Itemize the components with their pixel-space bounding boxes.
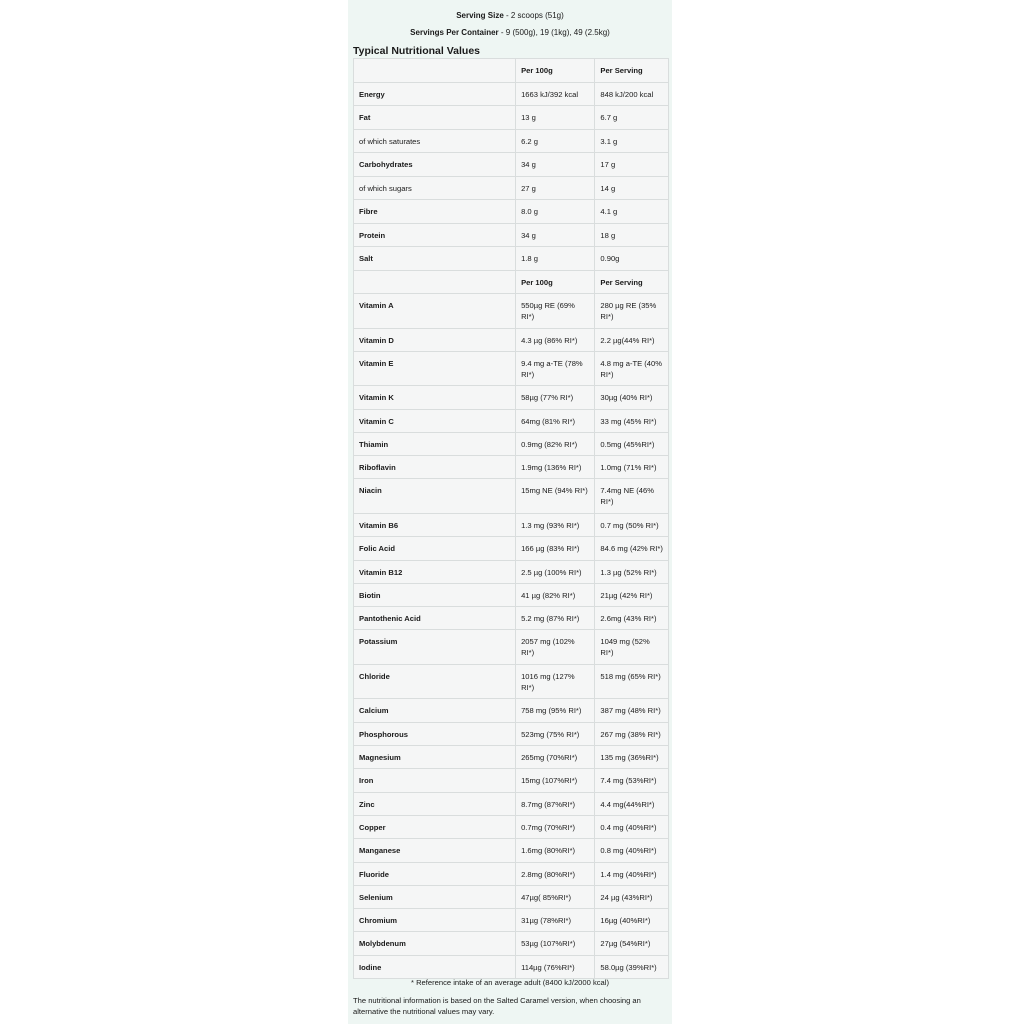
- nutrient-name: Salt: [354, 247, 516, 271]
- value-per-serving: 84.6 mg (42% RI*): [595, 537, 669, 560]
- value-per-100g: 114µg (76%RI*): [516, 955, 595, 978]
- value-per-100g: 5.2 mg (87% RI*): [516, 607, 595, 630]
- table-row: [354, 769, 669, 792]
- value-per-100g: 53µg (107%RI*): [516, 932, 595, 955]
- table-row: [354, 815, 669, 838]
- table-row: [354, 932, 669, 955]
- value-per-serving: 16µg (40%RI*): [595, 909, 669, 932]
- value-per-100g: 550µg RE (69% RI*): [516, 294, 595, 329]
- value-per-100g: 1.9mg (136% RI*): [516, 456, 595, 479]
- value-per-serving: 1.0mg (71% RI*): [595, 456, 669, 479]
- table-header-row: [354, 59, 669, 83]
- servings-per-container-value: 9 (500g), 19 (1kg), 49 (2.5kg): [505, 28, 610, 37]
- value-per-100g: 58µg (77% RI*): [516, 386, 595, 409]
- header-blank-cell: [354, 59, 516, 83]
- value-per-serving: 7.4mg NE (46% RI*): [595, 479, 669, 514]
- nutrient-name: Vitamin K: [354, 386, 516, 409]
- value-per-100g: 758 mg (95% RI*): [516, 699, 595, 722]
- value-per-serving: 1.4 mg (40%RI*): [595, 862, 669, 885]
- value-per-serving: 2.6mg (43% RI*): [595, 607, 669, 630]
- header-per-serving: Per Serving: [595, 270, 669, 294]
- value-per-100g: 1.6mg (80%RI*): [516, 839, 595, 862]
- nutrient-name: Riboflavin: [354, 456, 516, 479]
- value-per-100g: 64mg (81% RI*): [516, 409, 595, 432]
- value-per-serving: 21µg (42% RI*): [595, 583, 669, 606]
- nutrition-panel: [348, 0, 672, 1024]
- value-per-serving: 7.4 mg (53%RI*): [595, 769, 669, 792]
- value-per-100g: 8.0 g: [516, 200, 595, 224]
- nutrient-name: of which sugars: [354, 176, 516, 200]
- value-per-100g: 15mg (107%RI*): [516, 769, 595, 792]
- table-row: [354, 129, 669, 153]
- value-per-100g: 31µg (78%RI*): [516, 909, 595, 932]
- nutrient-name: Fibre: [354, 200, 516, 224]
- value-per-100g: 1.3 mg (93% RI*): [516, 513, 595, 536]
- value-per-serving: 18 g: [595, 223, 669, 247]
- header-per-serving: Per Serving: [595, 59, 669, 83]
- nutrient-name: Carbohydrates: [354, 153, 516, 177]
- value-per-serving: 0.4 mg (40%RI*): [595, 815, 669, 838]
- value-per-serving: 2.2 µg(44% RI*): [595, 328, 669, 351]
- nutrient-name: Molybdenum: [354, 932, 516, 955]
- value-per-100g: 13 g: [516, 106, 595, 130]
- nutrient-name: Niacin: [354, 479, 516, 514]
- table-row: [354, 386, 669, 409]
- nutrient-name: Iron: [354, 769, 516, 792]
- nutrient-name: Vitamin E: [354, 351, 516, 386]
- value-per-100g: 166 µg (83% RI*): [516, 537, 595, 560]
- nutrient-name: Iodine: [354, 955, 516, 978]
- value-per-100g: 0.7mg (70%RI*): [516, 815, 595, 838]
- section-title: Typical Nutritional Values: [353, 45, 481, 57]
- table-row: [354, 294, 669, 329]
- header-blank-cell: [354, 270, 516, 294]
- value-per-serving: 1.3 µg (52% RI*): [595, 560, 669, 583]
- nutrient-name: Pantothenic Acid: [354, 607, 516, 630]
- nutrient-name: Fluoride: [354, 862, 516, 885]
- value-per-serving: 387 mg (48% RI*): [595, 699, 669, 722]
- table-row: [354, 432, 669, 455]
- table-row: [354, 328, 669, 351]
- value-per-100g: 265mg (70%RI*): [516, 746, 595, 769]
- servings-per-container-label: Servings Per Container: [410, 28, 499, 37]
- table-row: [354, 699, 669, 722]
- table-row: [354, 862, 669, 885]
- header-per-100g: Per 100g: [516, 270, 595, 294]
- table-row: [354, 200, 669, 224]
- nutrient-name: Zinc: [354, 792, 516, 815]
- value-per-serving: 24 µg (43%RI*): [595, 885, 669, 908]
- table-row: [354, 583, 669, 606]
- value-per-100g: 1663 kJ/392 kcal: [516, 82, 595, 106]
- value-per-100g: 1016 mg (127% RI*): [516, 664, 595, 699]
- value-per-serving: 0.90g: [595, 247, 669, 271]
- table-row: [354, 839, 669, 862]
- value-per-100g: 47µg( 85%RI*): [516, 885, 595, 908]
- table-row: [354, 537, 669, 560]
- nutrient-name: Vitamin B12: [354, 560, 516, 583]
- nutrient-name: Vitamin C: [354, 409, 516, 432]
- value-per-serving: 1049 mg (52% RI*): [595, 630, 669, 665]
- value-per-serving: 6.7 g: [595, 106, 669, 130]
- value-per-100g: 15mg NE (94% RI*): [516, 479, 595, 514]
- table-row: [354, 630, 669, 665]
- nutrient-name: Vitamin D: [354, 328, 516, 351]
- table-row: [354, 82, 669, 106]
- table-row: [354, 153, 669, 177]
- value-per-serving: 30µg (40% RI*): [595, 386, 669, 409]
- value-per-serving: 518 mg (65% RI*): [595, 664, 669, 699]
- table-row: [354, 106, 669, 130]
- table-row: [354, 247, 669, 271]
- value-per-100g: 8.7mg (87%RI*): [516, 792, 595, 815]
- nutrient-name: Potassium: [354, 630, 516, 665]
- nutrient-name: of which saturates: [354, 129, 516, 153]
- nutrient-name: Fat: [354, 106, 516, 130]
- table-row: [354, 479, 669, 514]
- table-row: [354, 722, 669, 745]
- value-per-serving: 33 mg (45% RI*): [595, 409, 669, 432]
- value-per-serving: 0.5mg (45%RI*): [595, 432, 669, 455]
- value-per-serving: 0.8 mg (40%RI*): [595, 839, 669, 862]
- value-per-serving: 3.1 g: [595, 129, 669, 153]
- table-row: [354, 560, 669, 583]
- nutrient-name: Thiamin: [354, 432, 516, 455]
- nutrient-name: Phosphorous: [354, 722, 516, 745]
- nutrition-table: [353, 58, 669, 979]
- nutrient-name: Chromium: [354, 909, 516, 932]
- value-per-100g: 9.4 mg a-TE (78% RI*): [516, 351, 595, 386]
- value-per-100g: 34 g: [516, 223, 595, 247]
- table-row: [354, 351, 669, 386]
- table-row: [354, 909, 669, 932]
- nutrient-name: Vitamin A: [354, 294, 516, 329]
- value-per-100g: 2057 mg (102% RI*): [516, 630, 595, 665]
- nutrient-name: Folic Acid: [354, 537, 516, 560]
- value-per-100g: 0.9mg (82% RI*): [516, 432, 595, 455]
- value-per-100g: 27 g: [516, 176, 595, 200]
- table-row: [354, 456, 669, 479]
- table-row: [354, 955, 669, 978]
- value-per-serving: 267 mg (38% RI*): [595, 722, 669, 745]
- value-per-serving: 58.0µg (39%RI*): [595, 955, 669, 978]
- value-per-serving: 280 µg RE (35% RI*): [595, 294, 669, 329]
- nutrient-name: Magnesium: [354, 746, 516, 769]
- table-row: [354, 176, 669, 200]
- value-per-100g: 2.8mg (80%RI*): [516, 862, 595, 885]
- nutrient-name: Vitamin B6: [354, 513, 516, 536]
- table-row: [354, 664, 669, 699]
- serving-size-label: Serving Size: [456, 11, 504, 20]
- value-per-100g: 34 g: [516, 153, 595, 177]
- value-per-100g: 41 µg (82% RI*): [516, 583, 595, 606]
- nutrient-name: Selenium: [354, 885, 516, 908]
- value-per-serving: 4.1 g: [595, 200, 669, 224]
- table-row: [354, 607, 669, 630]
- value-per-serving: 4.4 mg(44%RI*): [595, 792, 669, 815]
- value-per-100g: 523mg (75% RI*): [516, 722, 595, 745]
- serving-size-line: Serving Size - 2 scoops (51g): [456, 11, 564, 20]
- table-row: [354, 792, 669, 815]
- value-per-100g: 2.5 µg (100% RI*): [516, 560, 595, 583]
- servings-per-container-line: Servings Per Container - 9 (500g), 19 (1kg), 49 (2.5kg): [410, 28, 610, 37]
- nutrient-name: Calcium: [354, 699, 516, 722]
- nutrient-name: Protein: [354, 223, 516, 247]
- table-header-row: [354, 270, 669, 294]
- table-row: [354, 885, 669, 908]
- nutrient-name: Biotin: [354, 583, 516, 606]
- nutrient-name: Copper: [354, 815, 516, 838]
- table-row: [354, 513, 669, 536]
- value-per-serving: 0.7 mg (50% RI*): [595, 513, 669, 536]
- salted-caramel-note: The nutritional information is based on the Salted Caramel version, when choosing an alternative the nutritional values may vary.: [353, 996, 641, 1016]
- nutrient-name: Manganese: [354, 839, 516, 862]
- nutrient-name: Energy: [354, 82, 516, 106]
- table-row: [354, 746, 669, 769]
- value-per-100g: 1.8 g: [516, 247, 595, 271]
- value-per-serving: 17 g: [595, 153, 669, 177]
- value-per-serving: 4.8 mg a-TE (40% RI*): [595, 351, 669, 386]
- value-per-serving: 135 mg (36%RI*): [595, 746, 669, 769]
- header-per-100g: Per 100g: [516, 59, 595, 83]
- value-per-serving: 14 g: [595, 176, 669, 200]
- table-row: [354, 409, 669, 432]
- value-per-100g: 6.2 g: [516, 129, 595, 153]
- nutrient-name: Chloride: [354, 664, 516, 699]
- value-per-100g: 4.3 µg (86% RI*): [516, 328, 595, 351]
- reference-intake-footnote: * Reference intake of an average adult (8400 kJ/2000 kcal): [411, 978, 609, 987]
- value-per-serving: 848 kJ/200 kcal: [595, 82, 669, 106]
- value-per-serving: 27µg (54%RI*): [595, 932, 669, 955]
- serving-size-value: 2 scoops (51g): [510, 11, 564, 20]
- nutrition-table-body: [354, 59, 669, 979]
- table-row: [354, 223, 669, 247]
